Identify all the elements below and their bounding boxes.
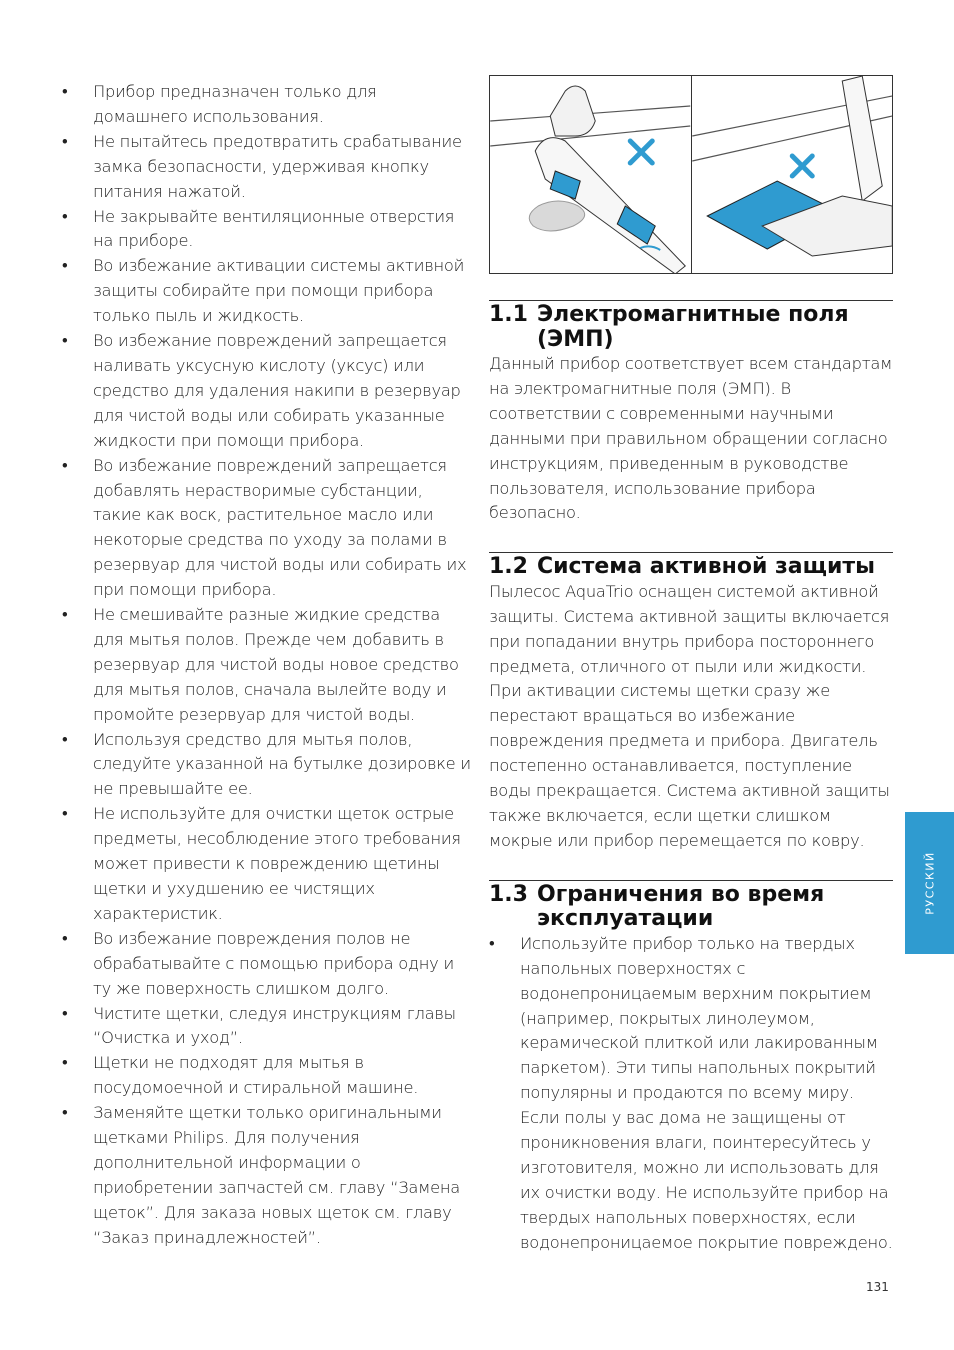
section-number: 1.2: [489, 554, 528, 580]
section-title: Система активной защиты: [537, 554, 876, 580]
bullet-text: Не смешивайте разные жидкие средства для мытья полов. Прежде чем добавить в резервуар для чистой воды новое средство для мытья полов, сначала вылейте воду и промойте резервуар для чистой воды.: [93, 605, 459, 724]
bullet-item: [62, 1051, 472, 1101]
section-emf: [489, 300, 893, 526]
section-body: Данный прибор соответствует всем стандартам на электромагнитные поля (ЭМП). В соответствии с современными научными данными при правильном обращении согласно инструкциям, приведенным в руководстве пользователя, использование прибора безопасно.: [489, 354, 893, 523]
language-tab: [905, 812, 954, 954]
bullet-dot: •: [62, 1003, 68, 1023]
section-body: Пылесос AquaTrio оснащен системой активной защиты. Система активной защиты включается при попадании внутрь прибора постороннего предмета, отличного от пыли или жидкости. При активации системы щетки сразу же перестают вращаться во избежание повреждения предмета и прибора. Двигатель постепенно останавливается, поступление воды прекращается. Система активной защиты также включается, если щетки слишком мокрые или прибор перемещается по ковру.: [489, 581, 890, 850]
bullet-text: Во избежание повреждения полов не обрабатывайте с помощью прибора одну и ту же поверхность слишком долго.: [93, 928, 454, 998]
bullet-dot: •: [62, 331, 68, 351]
left-column: [62, 80, 472, 1251]
bullet-text: Во избежание повреждений запрещается наливать уксусную кислоту (уксус) или средство для удаления накипи в резервуар для чистой воды или собирать указанные жидкости при помощи прибора.: [93, 331, 461, 450]
bullet-item: [62, 80, 472, 130]
bullet-text: Не пытайтесь предотвратить срабатывание замка безопасности, удерживая кнопку питания нажатой.: [93, 131, 462, 201]
usage-illustration: [489, 75, 893, 274]
bullet-text: Не закрывайте вентиляционные отверстия на приборе.: [93, 206, 455, 251]
bullet-text: Используйте прибор только на твердых напольных поверхностях с водонепроницаемым верхним покрытием (например, покрытых линолеумом, керамической плиткой или лакированным паркетом). Эти типы напольных покрытий популярны и продаются по всему миру. Если полы у вас дома не защищены от проникновения влаги, поинтересуйтесь у изготовителя, можно ли использовать для их очистки воду. Не используйте прибор на твердых напольных поверхностях, если водонепроницаемое покрытие повреждено.: [520, 933, 893, 1252]
bullet-dot: •: [62, 131, 68, 151]
bullet-dot: •: [489, 933, 495, 953]
bullet-dot: •: [62, 605, 68, 625]
bullet-text: Прибор предназначен только для домашнего использования.: [93, 82, 377, 126]
bullet-item: [489, 932, 893, 1256]
section-heading: [489, 301, 893, 352]
bullet-dot: •: [62, 729, 68, 749]
bullet-dot: •: [62, 256, 68, 276]
bullet-text: Заменяйте щетки только оригинальными щетками Philips. Для получения дополнительной информации о приобретении запчастей см. главу “Замена щеток”. Для заказа новых щеток см. главу “Заказ принадлежностей”.: [93, 1103, 461, 1247]
bullet-item: [62, 329, 472, 454]
usage-limits-list: [489, 932, 893, 1256]
bullet-text: Во избежание повреждений запрещается добавлять нерастворимые субстанции, такие как воск, растительное масло или некоторые средства по уходу за полами в резервуар для чистой воды или собирать их при помощи прибора.: [93, 455, 467, 600]
bullet-dot: •: [62, 82, 68, 101]
bullet-text: Во избежание активации системы активной защиты собирайте при помощи прибора только пыль и жидкость.: [93, 256, 465, 326]
safety-bullet-list: [62, 80, 472, 1251]
bullet-text: Не используйте для очистки щеток острые предметы, несоблюдение этого требования может привести к повреждению щетины щетки и ухудшению ее чистящих характеристик.: [93, 804, 461, 923]
bullet-dot: •: [62, 804, 68, 824]
bullet-dot: •: [62, 1053, 68, 1073]
bullet-item: [62, 130, 472, 205]
section-heading: [489, 881, 893, 932]
bullet-item: [62, 728, 472, 803]
bullet-item: [62, 1101, 472, 1250]
section-number: 1.1: [489, 302, 528, 327]
bullet-item: [62, 1002, 472, 1052]
bullet-item: [62, 802, 472, 927]
page-number: 131: [866, 1280, 889, 1294]
bullet-text: Щетки не подходят для мытья в посудомоечной и стиральной машине.: [93, 1053, 419, 1098]
right-column: [489, 75, 893, 1256]
section-title: Ограничения во время эксплуатации: [537, 881, 825, 932]
cross-icon: [692, 76, 893, 273]
bullet-dot: •: [62, 1103, 68, 1123]
bullet-item: [62, 927, 472, 1002]
language-tab-label: РУССКИЙ: [923, 851, 936, 915]
bullet-text: Используя средство для мытья полов, следуйте указанной на бутылке дозировке и не превышайте ее.: [93, 729, 471, 799]
bullet-dot: •: [62, 206, 68, 226]
section-number: 1.3: [489, 881, 528, 907]
illustration-panel-carpet: [691, 76, 893, 273]
bullet-item: [62, 603, 472, 728]
bullet-item: [62, 454, 472, 603]
bullet-dot: •: [62, 928, 68, 948]
bullet-text: Чистите щетки, следуя инструкциям главы “Очистка и уход”.: [93, 1003, 456, 1048]
bullet-item: [62, 205, 472, 255]
bullet-dot: •: [62, 455, 68, 475]
section-heading: [489, 553, 893, 580]
illustration-panel-liquid: [490, 76, 691, 273]
section-title: Электромагнитные поля (ЭМП): [537, 302, 849, 352]
section-active-protection: [489, 552, 893, 853]
section-usage-limits: [489, 880, 893, 1256]
bullet-item: [62, 254, 472, 329]
cross-icon: [490, 76, 691, 273]
